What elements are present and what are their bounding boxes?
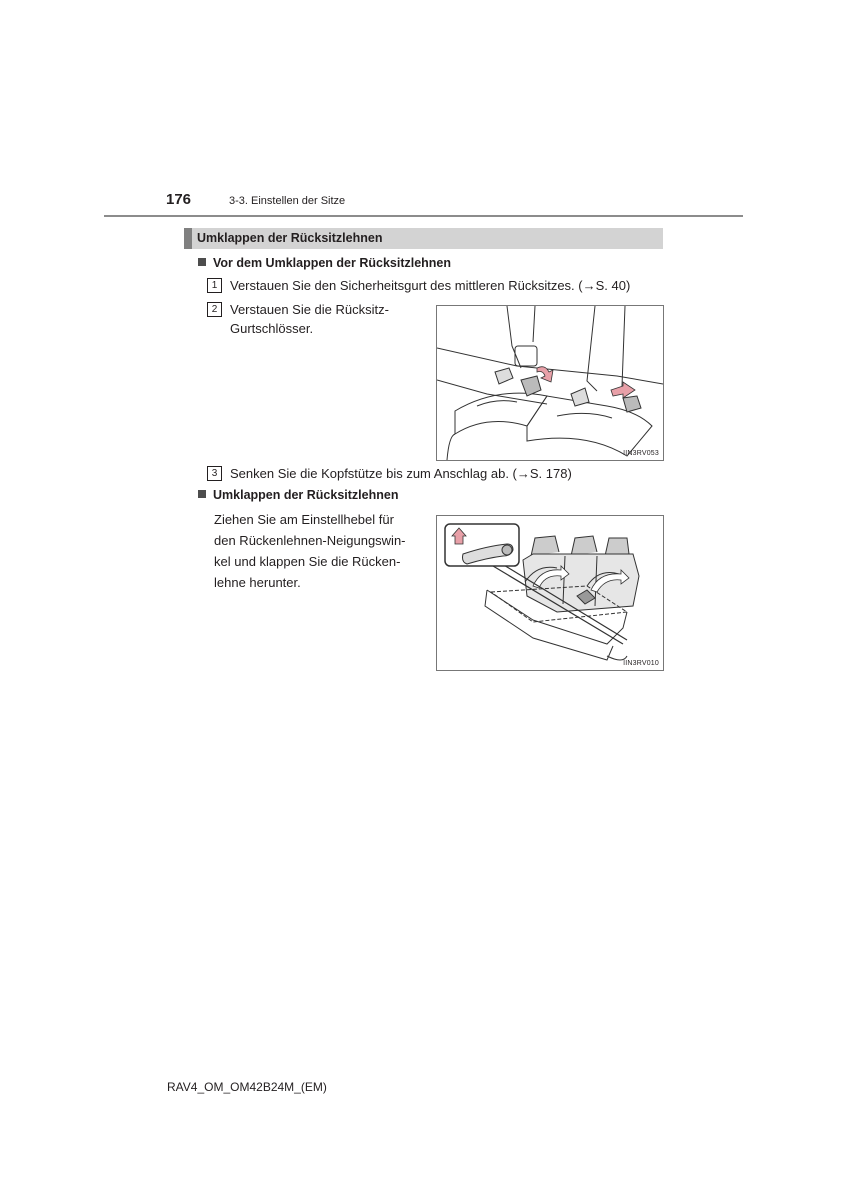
folding-instructions: [214, 509, 424, 593]
step-number-3: 3: [207, 466, 222, 481]
fold-illustration: [437, 516, 663, 670]
step-2-text-line2: Gurtschlösser.: [230, 321, 314, 336]
subheading-text: Umklappen der Rücksitzlehnen: [213, 488, 399, 502]
step-1-text: Verstauen Sie den Sicherheitsgurt des mittleren Rücksitzes. (→S. 40): [230, 278, 631, 293]
subheading-text: Vor dem Umklappen der Rücksitzlehnen: [213, 256, 452, 270]
step-number-1: 1: [207, 278, 222, 293]
step-2-text-line1: Verstauen Sie die Rücksitz-: [230, 302, 389, 317]
lever-inset: [445, 524, 519, 566]
figure-seat-belt-buckles: [436, 305, 664, 461]
page-number: 176: [166, 191, 192, 208]
folding-line-1: Ziehen Sie am Einstellhebel für: [214, 512, 394, 527]
section-heading-bar: [184, 228, 663, 249]
square-bullet-icon: [198, 490, 206, 498]
section-title: Umklappen der Rücksitzlehnen: [197, 231, 383, 245]
folding-line-3: kel und klappen Sie die Rücken-: [214, 554, 401, 569]
seat-illustration: [437, 306, 663, 460]
step-number-2: 2: [207, 302, 222, 317]
square-bullet-icon: [198, 258, 206, 266]
subheading-before-folding: [198, 256, 451, 270]
figure-code: IIN3RV010: [623, 660, 659, 667]
footer-document-id: RAV4_OM_OM42B24M_(EM): [167, 1080, 327, 1094]
folding-line-2: den Rückenlehnen-Neigungswin-: [214, 533, 406, 548]
figure-fold-seatbacks: [436, 515, 664, 671]
header-divider: [104, 215, 743, 217]
folding-line-4: lehne herunter.: [214, 575, 301, 590]
chapter-title: 3-3. Einstellen der Sitze: [229, 195, 346, 207]
subheading-folding: [198, 488, 398, 502]
figure-code: IIN3RV053: [623, 450, 659, 457]
step-3-text: Senken Sie die Kopfstütze bis zum Anschlag ab. (→S. 178): [230, 466, 572, 481]
